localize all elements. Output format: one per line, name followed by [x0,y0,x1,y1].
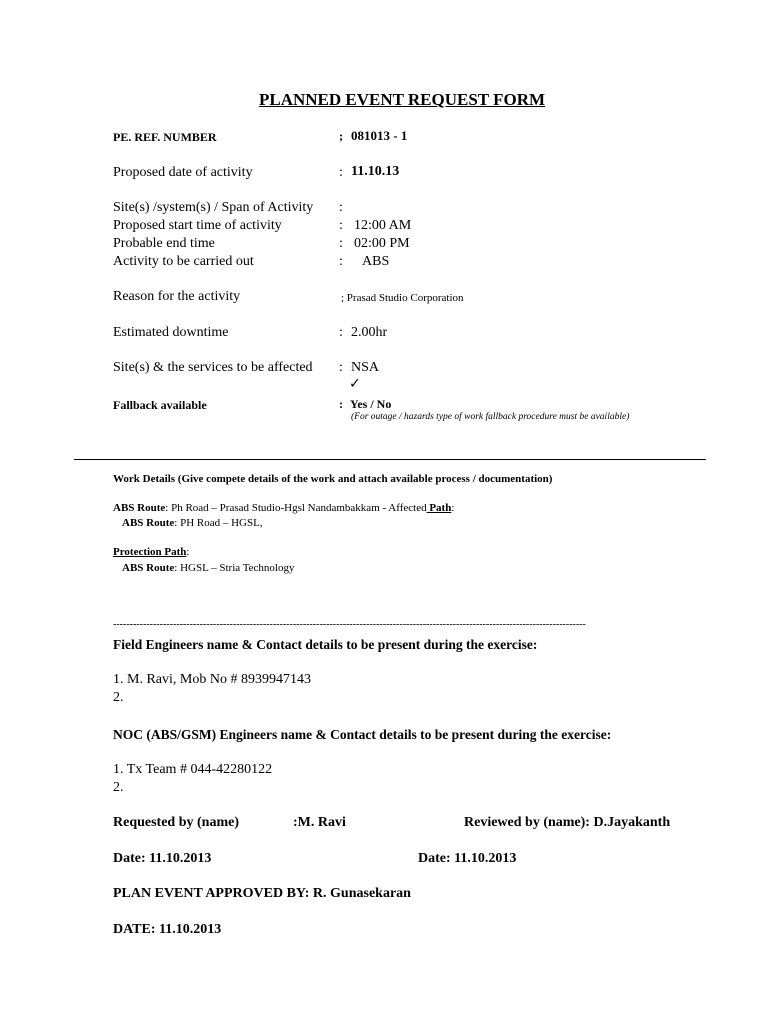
route3-label: ABS Route [122,562,175,574]
noc-engineer-1: 1. Tx Team # 044-42280122 [113,762,273,777]
field-value-activity: ABS [362,254,390,269]
requested-by-label: Requested by (name) [113,815,239,830]
requested-date: Date: 11.10.2013 [113,851,212,866]
approved-by: PLAN EVENT APPROVED BY: R. Gunasekaran [113,886,411,901]
approved-date: DATE: 11.10.2013 [113,922,222,937]
field-sep-services: : [339,360,343,375]
noc-engineers-heading: NOC (ABS/GSM) Engineers name & Contact details to be present during the exercise: [113,727,612,742]
field-label-start-time: Proposed start time of activity [113,218,282,233]
dashed-divider: ---------------------------------------------------------------------------------------------------------------------------------------------- [113,619,586,630]
requested-by-value: :M. Ravi [293,815,346,830]
field-engineer-2: 2. [113,690,124,705]
field-label-activity: Activity to be carried out [113,254,254,269]
ref-number-sep: ; [339,129,343,143]
field-label-reason: Reason for the activity [113,289,241,304]
work-route-line-3 [122,562,295,574]
form-title: PLANNED EVENT REQUEST FORM [258,90,546,109]
protection-path-line [113,546,189,558]
field-label-end-time: Probable end time [113,236,215,251]
route1-label: ABS Route [113,502,166,514]
checkmark-icon: ✓ [349,376,361,392]
field-sep-activity: : [339,254,343,269]
protection-path-sep: : [186,546,190,558]
route1-text: : Ph Road – Prasad Studio-Hgsl Nandambakkam - Affected [165,502,427,514]
work-details-heading: Work Details (Give compete details of the work and attach available process / documentation) [113,473,553,485]
route3-text: : HGSL – Stria Technology [174,562,295,574]
route1-end: : [451,502,455,514]
work-route-line-1 [113,502,454,514]
field-value-services: NSA [351,360,380,375]
field-value-downtime: 2.00hr [351,325,388,340]
field-value-reason: ; Prasad Studio Corporation [341,292,464,304]
reviewed-by: Reviewed by (name): D.Jayakanth [464,815,671,830]
route2-text: : PH Road – HGSL, [174,517,263,529]
field-value-start-time: 12:00 AM [354,218,412,233]
fallback-value: Yes / No [350,397,392,411]
field-label-date: Proposed date of activity [113,165,253,180]
section-divider-line [74,459,706,460]
field-engineers-heading: Field Engineers name & Contact details to be present during the exercise: [113,637,538,652]
route1-path: Path [426,502,452,514]
field-engineer-1: 1. M. Ravi, Mob No # 8939947143 [113,672,311,687]
field-label-services: Site(s) & the services to be affected [113,360,313,375]
protection-path-label: Protection Path [113,546,187,558]
field-value-date: 11.10.13 [351,164,400,179]
fallback-note: (For outage / hazards type of work fallback procedure must be available) [351,412,630,422]
fallback-label: Fallback available [113,398,207,412]
ref-number-label: PE. REF. NUMBER [113,130,217,144]
ref-number-value: 081013 - 1 [351,128,408,143]
reviewed-date: Date: 11.10.2013 [418,851,517,866]
field-sep-date: : [339,165,343,180]
field-sep-start-time: : [339,218,343,233]
field-sep-downtime: : [339,325,343,340]
field-value-end-time: 02:00 PM [354,236,410,251]
field-sep-site: : [339,200,343,215]
fallback-sep: : [339,397,343,411]
route2-label: ABS Route [122,517,175,529]
work-route-line-2 [122,517,263,529]
field-sep-end-time: : [339,236,343,251]
field-label-site: Site(s) /system(s) / Span of Activity [113,200,314,215]
noc-engineer-2: 2. [113,780,124,795]
field-label-downtime: Estimated downtime [113,325,229,340]
